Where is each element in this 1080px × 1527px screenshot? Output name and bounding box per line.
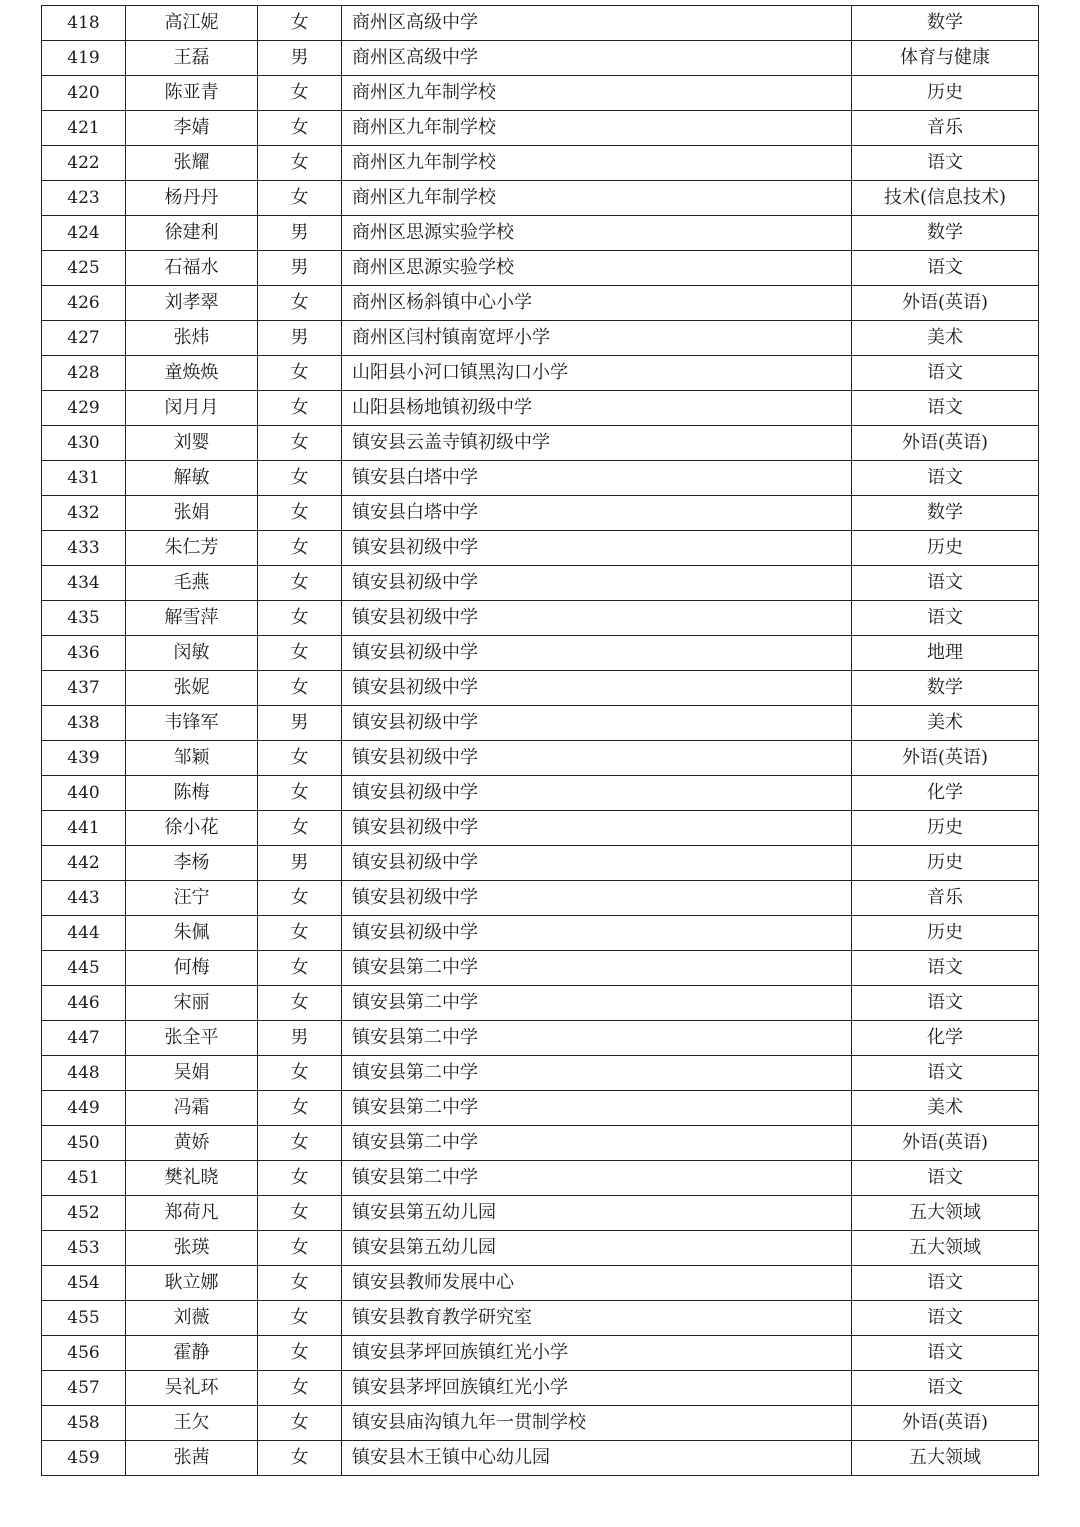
gender-cell: 女 (258, 181, 342, 216)
name-cell: 吴礼环 (126, 1371, 258, 1406)
table-row (42, 811, 1039, 846)
row-number-cell: 428 (42, 356, 126, 391)
name-cell: 陈亚青 (126, 76, 258, 111)
row-number-cell: 421 (42, 111, 126, 146)
name-cell: 王欠 (126, 1406, 258, 1441)
row-number-cell: 447 (42, 1021, 126, 1056)
name-cell: 张全平 (126, 1021, 258, 1056)
table-row (42, 706, 1039, 741)
table-row (42, 916, 1039, 951)
gender-cell: 女 (258, 1301, 342, 1336)
subject-cell: 化学 (852, 776, 1039, 811)
table-row (42, 846, 1039, 881)
school-cell: 镇安县第二中学 (342, 1056, 852, 1091)
subject-cell: 外语(英语) (852, 426, 1039, 461)
row-number-cell: 438 (42, 706, 126, 741)
row-number-cell: 458 (42, 1406, 126, 1441)
subject-cell: 历史 (852, 76, 1039, 111)
subject-cell: 历史 (852, 811, 1039, 846)
gender-cell: 女 (258, 811, 342, 846)
name-cell: 闵敏 (126, 636, 258, 671)
name-cell: 宋丽 (126, 986, 258, 1021)
subject-cell: 语文 (852, 356, 1039, 391)
row-number-cell: 453 (42, 1231, 126, 1266)
row-number-cell: 425 (42, 251, 126, 286)
school-cell: 镇安县教育教学研究室 (342, 1301, 852, 1336)
subject-cell: 语文 (852, 1301, 1039, 1336)
gender-cell: 女 (258, 356, 342, 391)
table-row (42, 251, 1039, 286)
table-row (42, 181, 1039, 216)
row-number-cell: 459 (42, 1441, 126, 1476)
row-number-cell: 446 (42, 986, 126, 1021)
table-row (42, 76, 1039, 111)
school-cell: 镇安县第二中学 (342, 986, 852, 1021)
gender-cell: 女 (258, 671, 342, 706)
subject-cell: 美术 (852, 706, 1039, 741)
subject-cell: 五大领域 (852, 1196, 1039, 1231)
subject-cell: 外语(英语) (852, 741, 1039, 776)
school-cell: 镇安县初级中学 (342, 601, 852, 636)
gender-cell: 女 (258, 601, 342, 636)
subject-cell: 外语(英语) (852, 1126, 1039, 1161)
gender-cell: 男 (258, 846, 342, 881)
row-number-cell: 444 (42, 916, 126, 951)
gender-cell: 男 (258, 251, 342, 286)
school-cell: 商州区九年制学校 (342, 181, 852, 216)
table-row (42, 776, 1039, 811)
name-cell: 樊礼晓 (126, 1161, 258, 1196)
table-row (42, 461, 1039, 496)
table-row (42, 1336, 1039, 1371)
name-cell: 朱佩 (126, 916, 258, 951)
table-row (42, 496, 1039, 531)
roster-table (41, 5, 1039, 1476)
school-cell: 镇安县木王镇中心幼儿园 (342, 1441, 852, 1476)
table-row (42, 1126, 1039, 1161)
row-number-cell: 436 (42, 636, 126, 671)
row-number-cell: 433 (42, 531, 126, 566)
school-cell: 镇安县庙沟镇九年一贯制学校 (342, 1406, 852, 1441)
row-number-cell: 450 (42, 1126, 126, 1161)
subject-cell: 语文 (852, 1371, 1039, 1406)
name-cell: 朱仁芳 (126, 531, 258, 566)
row-number-cell: 435 (42, 601, 126, 636)
subject-cell: 地理 (852, 636, 1039, 671)
name-cell: 郑荷凡 (126, 1196, 258, 1231)
row-number-cell: 451 (42, 1161, 126, 1196)
gender-cell: 女 (258, 741, 342, 776)
gender-cell: 女 (258, 1406, 342, 1441)
subject-cell: 语文 (852, 986, 1039, 1021)
row-number-cell: 440 (42, 776, 126, 811)
table-row (42, 636, 1039, 671)
table-row (42, 1196, 1039, 1231)
school-cell: 镇安县初级中学 (342, 531, 852, 566)
subject-cell: 语文 (852, 1266, 1039, 1301)
name-cell: 何梅 (126, 951, 258, 986)
name-cell: 刘孝翠 (126, 286, 258, 321)
gender-cell: 女 (258, 881, 342, 916)
school-cell: 镇安县初级中学 (342, 811, 852, 846)
gender-cell: 女 (258, 496, 342, 531)
table-row (42, 111, 1039, 146)
subject-cell: 语文 (852, 251, 1039, 286)
gender-cell: 女 (258, 1371, 342, 1406)
row-number-cell: 437 (42, 671, 126, 706)
name-cell: 张耀 (126, 146, 258, 181)
table-row (42, 426, 1039, 461)
gender-cell: 女 (258, 6, 342, 41)
table-row (42, 1091, 1039, 1126)
subject-cell: 五大领域 (852, 1441, 1039, 1476)
name-cell: 陈梅 (126, 776, 258, 811)
table-row (42, 1056, 1039, 1091)
table-row (42, 1231, 1039, 1266)
gender-cell: 女 (258, 1056, 342, 1091)
subject-cell: 语文 (852, 391, 1039, 426)
school-cell: 镇安县茅坪回族镇红光小学 (342, 1371, 852, 1406)
subject-cell: 外语(英语) (852, 286, 1039, 321)
gender-cell: 女 (258, 1126, 342, 1161)
subject-cell: 外语(英语) (852, 1406, 1039, 1441)
name-cell: 黄娇 (126, 1126, 258, 1161)
table-row (42, 6, 1039, 41)
table-row (42, 1406, 1039, 1441)
row-number-cell: 426 (42, 286, 126, 321)
row-number-cell: 443 (42, 881, 126, 916)
subject-cell: 体育与健康 (852, 41, 1039, 76)
name-cell: 韦锋军 (126, 706, 258, 741)
subject-cell: 语文 (852, 601, 1039, 636)
row-number-cell: 441 (42, 811, 126, 846)
school-cell: 山阳县杨地镇初级中学 (342, 391, 852, 426)
school-cell: 镇安县云盖寺镇初级中学 (342, 426, 852, 461)
name-cell: 解雪萍 (126, 601, 258, 636)
gender-cell: 女 (258, 146, 342, 181)
subject-cell: 音乐 (852, 881, 1039, 916)
row-number-cell: 442 (42, 846, 126, 881)
row-number-cell: 419 (42, 41, 126, 76)
gender-cell: 女 (258, 391, 342, 426)
row-number-cell: 455 (42, 1301, 126, 1336)
subject-cell: 数学 (852, 496, 1039, 531)
subject-cell: 历史 (852, 846, 1039, 881)
row-number-cell: 457 (42, 1371, 126, 1406)
school-cell: 镇安县初级中学 (342, 916, 852, 951)
name-cell: 杨丹丹 (126, 181, 258, 216)
name-cell: 高江妮 (126, 6, 258, 41)
subject-cell: 语文 (852, 146, 1039, 181)
name-cell: 毛燕 (126, 566, 258, 601)
school-cell: 镇安县白塔中学 (342, 496, 852, 531)
gender-cell: 女 (258, 461, 342, 496)
gender-cell: 女 (258, 776, 342, 811)
name-cell: 张瑛 (126, 1231, 258, 1266)
gender-cell: 女 (258, 1231, 342, 1266)
school-cell: 镇安县初级中学 (342, 741, 852, 776)
name-cell: 徐建利 (126, 216, 258, 251)
school-cell: 镇安县第二中学 (342, 1126, 852, 1161)
gender-cell: 女 (258, 916, 342, 951)
row-number-cell: 449 (42, 1091, 126, 1126)
school-cell: 镇安县第五幼儿园 (342, 1231, 852, 1266)
school-cell: 商州区高级中学 (342, 6, 852, 41)
subject-cell: 数学 (852, 216, 1039, 251)
name-cell: 张娟 (126, 496, 258, 531)
table-row (42, 216, 1039, 251)
name-cell: 张炜 (126, 321, 258, 356)
subject-cell: 历史 (852, 531, 1039, 566)
gender-cell: 女 (258, 1091, 342, 1126)
table-row (42, 356, 1039, 391)
school-cell: 山阳县小河口镇黑沟口小学 (342, 356, 852, 391)
subject-cell: 语文 (852, 566, 1039, 601)
row-number-cell: 432 (42, 496, 126, 531)
school-cell: 镇安县第二中学 (342, 1161, 852, 1196)
school-cell: 镇安县初级中学 (342, 706, 852, 741)
gender-cell: 男 (258, 706, 342, 741)
row-number-cell: 454 (42, 1266, 126, 1301)
subject-cell: 化学 (852, 1021, 1039, 1056)
table-row (42, 1161, 1039, 1196)
table-row (42, 1301, 1039, 1336)
name-cell: 徐小花 (126, 811, 258, 846)
school-cell: 镇安县教师发展中心 (342, 1266, 852, 1301)
table-row (42, 1441, 1039, 1476)
subject-cell: 语文 (852, 1336, 1039, 1371)
table-row (42, 1371, 1039, 1406)
name-cell: 张茜 (126, 1441, 258, 1476)
school-cell: 商州区闫村镇南宽坪小学 (342, 321, 852, 356)
name-cell: 闵月月 (126, 391, 258, 426)
school-cell: 镇安县白塔中学 (342, 461, 852, 496)
school-cell: 商州区九年制学校 (342, 146, 852, 181)
gender-cell: 女 (258, 426, 342, 461)
name-cell: 邹颖 (126, 741, 258, 776)
name-cell: 霍静 (126, 1336, 258, 1371)
subject-cell: 美术 (852, 321, 1039, 356)
table-row (42, 566, 1039, 601)
subject-cell: 音乐 (852, 111, 1039, 146)
gender-cell: 男 (258, 1021, 342, 1056)
school-cell: 商州区思源实验学校 (342, 216, 852, 251)
gender-cell: 男 (258, 216, 342, 251)
name-cell: 李婧 (126, 111, 258, 146)
school-cell: 镇安县初级中学 (342, 636, 852, 671)
gender-cell: 女 (258, 1336, 342, 1371)
school-cell: 镇安县初级中学 (342, 846, 852, 881)
subject-cell: 美术 (852, 1091, 1039, 1126)
row-number-cell: 430 (42, 426, 126, 461)
table-row (42, 741, 1039, 776)
school-cell: 镇安县第二中学 (342, 1021, 852, 1056)
table-row (42, 321, 1039, 356)
name-cell: 石福水 (126, 251, 258, 286)
table-row (42, 951, 1039, 986)
gender-cell: 女 (258, 1161, 342, 1196)
gender-cell: 女 (258, 286, 342, 321)
table-row (42, 531, 1039, 566)
table-row (42, 881, 1039, 916)
table-row (42, 986, 1039, 1021)
school-cell: 镇安县茅坪回族镇红光小学 (342, 1336, 852, 1371)
gender-cell: 女 (258, 531, 342, 566)
school-cell: 商州区九年制学校 (342, 111, 852, 146)
row-number-cell: 452 (42, 1196, 126, 1231)
row-number-cell: 423 (42, 181, 126, 216)
roster-sheet (41, 5, 1038, 1476)
row-number-cell: 427 (42, 321, 126, 356)
name-cell: 吴娟 (126, 1056, 258, 1091)
table-row (42, 601, 1039, 636)
row-number-cell: 456 (42, 1336, 126, 1371)
name-cell: 童焕焕 (126, 356, 258, 391)
school-cell: 镇安县初级中学 (342, 881, 852, 916)
gender-cell: 男 (258, 321, 342, 356)
row-number-cell: 420 (42, 76, 126, 111)
table-row (42, 41, 1039, 76)
gender-cell: 女 (258, 1266, 342, 1301)
table-row (42, 391, 1039, 426)
subject-cell: 语文 (852, 1056, 1039, 1091)
table-row (42, 1021, 1039, 1056)
school-cell: 镇安县第二中学 (342, 951, 852, 986)
school-cell: 镇安县初级中学 (342, 566, 852, 601)
subject-cell: 数学 (852, 6, 1039, 41)
school-cell: 镇安县第二中学 (342, 1091, 852, 1126)
gender-cell: 女 (258, 951, 342, 986)
gender-cell: 女 (258, 76, 342, 111)
subject-cell: 语文 (852, 951, 1039, 986)
school-cell: 镇安县第五幼儿园 (342, 1196, 852, 1231)
school-cell: 商州区思源实验学校 (342, 251, 852, 286)
school-cell: 商州区九年制学校 (342, 76, 852, 111)
table-row (42, 671, 1039, 706)
name-cell: 王磊 (126, 41, 258, 76)
table-row (42, 286, 1039, 321)
gender-cell: 女 (258, 1196, 342, 1231)
name-cell: 刘薇 (126, 1301, 258, 1336)
school-cell: 商州区杨斜镇中心小学 (342, 286, 852, 321)
gender-cell: 女 (258, 566, 342, 601)
gender-cell: 男 (258, 41, 342, 76)
subject-cell: 语文 (852, 461, 1039, 496)
subject-cell: 技术(信息技术) (852, 181, 1039, 216)
subject-cell: 历史 (852, 916, 1039, 951)
name-cell: 刘婴 (126, 426, 258, 461)
name-cell: 张妮 (126, 671, 258, 706)
row-number-cell: 431 (42, 461, 126, 496)
gender-cell: 女 (258, 1441, 342, 1476)
gender-cell: 女 (258, 111, 342, 146)
name-cell: 冯霜 (126, 1091, 258, 1126)
row-number-cell: 448 (42, 1056, 126, 1091)
name-cell: 解敏 (126, 461, 258, 496)
table-row (42, 146, 1039, 181)
row-number-cell: 429 (42, 391, 126, 426)
subject-cell: 五大领域 (852, 1231, 1039, 1266)
name-cell: 耿立娜 (126, 1266, 258, 1301)
row-number-cell: 418 (42, 6, 126, 41)
gender-cell: 女 (258, 636, 342, 671)
school-cell: 商州区高级中学 (342, 41, 852, 76)
roster-table-body (42, 6, 1039, 1476)
row-number-cell: 445 (42, 951, 126, 986)
name-cell: 李杨 (126, 846, 258, 881)
school-cell: 镇安县初级中学 (342, 671, 852, 706)
row-number-cell: 439 (42, 741, 126, 776)
subject-cell: 数学 (852, 671, 1039, 706)
subject-cell: 语文 (852, 1161, 1039, 1196)
row-number-cell: 422 (42, 146, 126, 181)
school-cell: 镇安县初级中学 (342, 776, 852, 811)
row-number-cell: 424 (42, 216, 126, 251)
name-cell: 汪宁 (126, 881, 258, 916)
row-number-cell: 434 (42, 566, 126, 601)
table-row (42, 1266, 1039, 1301)
gender-cell: 女 (258, 986, 342, 1021)
